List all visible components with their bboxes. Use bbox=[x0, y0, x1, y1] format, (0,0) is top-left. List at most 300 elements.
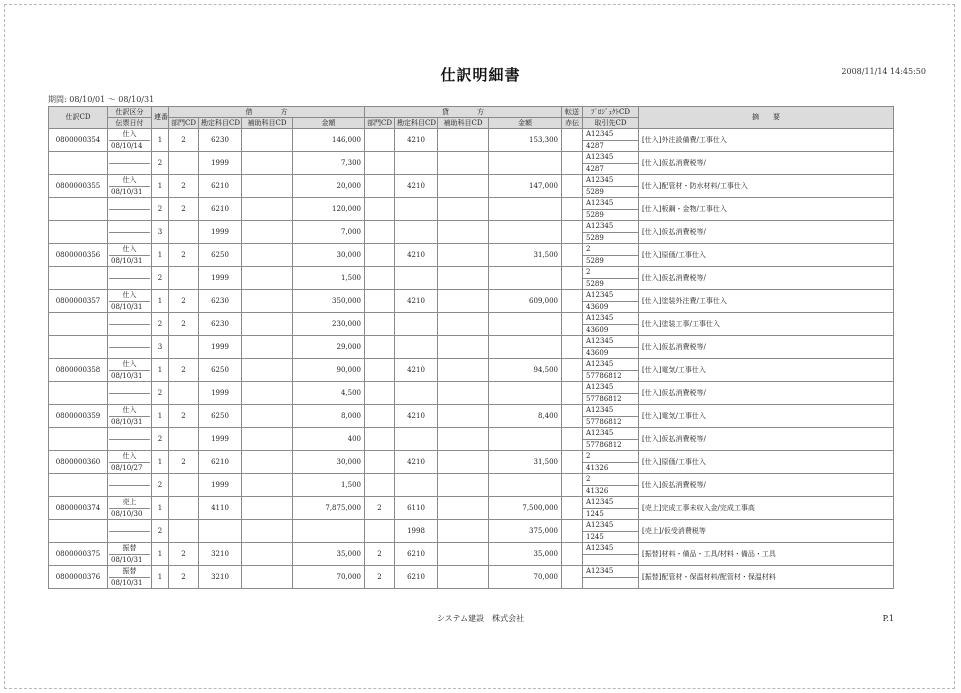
credit-dept-cell bbox=[365, 451, 395, 474]
seq-cell: 2 bbox=[152, 428, 169, 451]
project-code: A12345 bbox=[583, 290, 638, 302]
memo-cell: [仕入]仮払消費税等/ bbox=[639, 336, 894, 359]
memo-cell: [振替]配管材・保温材料/配管材・保温材料 bbox=[639, 566, 894, 589]
debit-subaccount-cell bbox=[242, 267, 293, 290]
project-partner-cell bbox=[583, 221, 639, 244]
entry-code-cell: 0800000376 bbox=[49, 566, 108, 589]
debit-dept-cell bbox=[169, 497, 199, 520]
entry-code-cell: 0800000355 bbox=[49, 175, 108, 198]
transfer-cell bbox=[562, 221, 583, 244]
memo-cell: [仕入]仮払消費税等/ bbox=[639, 152, 894, 175]
header-debit-dept: 部門CD bbox=[169, 118, 199, 129]
entry-code-cell: 0800000359 bbox=[49, 405, 108, 428]
debit-subaccount-cell bbox=[242, 451, 293, 474]
slip-date: 08/10/31 bbox=[111, 418, 143, 426]
type-date-cell bbox=[108, 290, 152, 313]
debit-amount-cell: 350,000 bbox=[293, 290, 365, 313]
seq-cell: 3 bbox=[152, 336, 169, 359]
credit-amount-cell: 8,400 bbox=[489, 405, 562, 428]
credit-dept-cell bbox=[365, 336, 395, 359]
type-date-cell bbox=[108, 497, 152, 520]
transfer-cell bbox=[562, 175, 583, 198]
project-partner-cell bbox=[583, 566, 639, 589]
type-date-cell bbox=[108, 566, 152, 589]
debit-dept-cell: 2 bbox=[169, 244, 199, 267]
debit-account-cell: 6210 bbox=[199, 198, 242, 221]
partner-code: 41326 bbox=[586, 487, 609, 495]
credit-dept-cell bbox=[365, 244, 395, 267]
credit-amount-cell bbox=[489, 336, 562, 359]
project-partner-cell bbox=[583, 175, 639, 198]
debit-subaccount-cell bbox=[242, 566, 293, 589]
entry-code-cell: 0800000357 bbox=[49, 290, 108, 313]
entry-code-cell: 0800000374 bbox=[49, 497, 108, 520]
project-code: A12345 bbox=[583, 152, 638, 164]
slip-date bbox=[109, 233, 150, 243]
credit-dept-cell bbox=[365, 198, 395, 221]
transfer-cell bbox=[562, 152, 583, 175]
header-partner: 取引先CD bbox=[583, 118, 639, 129]
project-partner-cell bbox=[583, 244, 639, 267]
slip-date bbox=[109, 279, 150, 289]
debit-subaccount-cell bbox=[242, 129, 293, 152]
seq-cell: 2 bbox=[152, 474, 169, 497]
credit-amount-cell: 70,000 bbox=[489, 566, 562, 589]
seq-cell: 3 bbox=[152, 221, 169, 244]
debit-amount-cell: 400 bbox=[293, 428, 365, 451]
debit-dept-cell: 2 bbox=[169, 451, 199, 474]
debit-account-cell: 1999 bbox=[199, 428, 242, 451]
partner-code: 57786812 bbox=[586, 418, 622, 426]
credit-account-cell: 4210 bbox=[395, 175, 438, 198]
project-code: A12345 bbox=[583, 428, 638, 440]
credit-account-cell bbox=[395, 221, 438, 244]
project-partner-cell bbox=[583, 313, 639, 336]
debit-dept-cell bbox=[169, 152, 199, 175]
credit-subaccount-cell bbox=[438, 566, 489, 589]
entry-type bbox=[109, 267, 150, 279]
debit-account-cell: 6210 bbox=[199, 451, 242, 474]
debit-dept-cell bbox=[169, 267, 199, 290]
memo-cell: [仕入]原価/工事仕入 bbox=[639, 244, 894, 267]
debit-account-cell: 1999 bbox=[199, 221, 242, 244]
credit-account-cell: 4210 bbox=[395, 405, 438, 428]
transfer-cell bbox=[562, 405, 583, 428]
debit-amount-cell: 20,000 bbox=[293, 175, 365, 198]
credit-account-cell bbox=[395, 313, 438, 336]
credit-subaccount-cell bbox=[438, 175, 489, 198]
transfer-cell bbox=[562, 520, 583, 543]
credit-account-cell bbox=[395, 428, 438, 451]
debit-amount-cell: 7,300 bbox=[293, 152, 365, 175]
seq-cell: 1 bbox=[152, 451, 169, 474]
partner-code: 1245 bbox=[586, 510, 604, 518]
project-code: 2 bbox=[583, 451, 638, 463]
table-row bbox=[49, 566, 894, 589]
credit-amount-cell: 147,000 bbox=[489, 175, 562, 198]
memo-cell: [仕入]仮払消費税等/ bbox=[639, 267, 894, 290]
credit-subaccount-cell bbox=[438, 290, 489, 313]
table-row bbox=[49, 520, 894, 543]
type-date-cell bbox=[108, 382, 152, 405]
header-credit-account: 勘定科目CD bbox=[395, 118, 438, 129]
credit-amount-cell: 35,000 bbox=[489, 543, 562, 566]
project-partner-cell bbox=[583, 290, 639, 313]
entry-type bbox=[109, 520, 150, 532]
debit-amount-cell: 30,000 bbox=[293, 244, 365, 267]
entry-type: 仕入 bbox=[109, 244, 150, 256]
header-debit: 借 方 bbox=[169, 107, 365, 118]
memo-cell: [仕入]原価/工事仕入 bbox=[639, 451, 894, 474]
credit-subaccount-cell bbox=[438, 382, 489, 405]
slip-date: 08/10/31 bbox=[111, 188, 143, 196]
credit-subaccount-cell bbox=[438, 336, 489, 359]
debit-account-cell: 1999 bbox=[199, 382, 242, 405]
header-credit: 貸 方 bbox=[365, 107, 562, 118]
debit-dept-cell: 2 bbox=[169, 175, 199, 198]
project-partner-cell bbox=[583, 428, 639, 451]
transfer-cell bbox=[562, 129, 583, 152]
entry-type bbox=[109, 313, 150, 325]
entry-type: 売上 bbox=[109, 497, 150, 509]
slip-date bbox=[109, 325, 150, 335]
type-date-cell bbox=[108, 221, 152, 244]
memo-cell: [振替]材料・備品・工具/材料・備品・工具 bbox=[639, 543, 894, 566]
debit-subaccount-cell bbox=[242, 221, 293, 244]
debit-subaccount-cell bbox=[242, 198, 293, 221]
entry-code-cell bbox=[49, 336, 108, 359]
transfer-cell bbox=[562, 290, 583, 313]
memo-cell: [仕入]仮払消費税等/ bbox=[639, 221, 894, 244]
debit-amount-cell bbox=[293, 520, 365, 543]
entry-code-cell bbox=[49, 221, 108, 244]
credit-subaccount-cell bbox=[438, 244, 489, 267]
transfer-cell bbox=[562, 359, 583, 382]
debit-subaccount-cell bbox=[242, 336, 293, 359]
debit-account-cell bbox=[199, 520, 242, 543]
report-page bbox=[4, 4, 955, 689]
entry-type bbox=[109, 336, 150, 348]
debit-account-cell: 3210 bbox=[199, 543, 242, 566]
credit-amount-cell: 609,000 bbox=[489, 290, 562, 313]
debit-dept-cell bbox=[169, 428, 199, 451]
project-partner-cell bbox=[583, 359, 639, 382]
credit-dept-cell bbox=[365, 152, 395, 175]
credit-subaccount-cell bbox=[438, 497, 489, 520]
partner-code: 4287 bbox=[586, 165, 604, 173]
report-title: 仕訳明細書 bbox=[440, 66, 521, 84]
debit-dept-cell: 2 bbox=[169, 566, 199, 589]
transfer-cell bbox=[562, 566, 583, 589]
credit-subaccount-cell bbox=[438, 428, 489, 451]
credit-amount-cell bbox=[489, 382, 562, 405]
type-date-cell bbox=[108, 520, 152, 543]
slip-date: 08/10/31 bbox=[111, 372, 143, 380]
entry-code-cell: 0800000375 bbox=[49, 543, 108, 566]
credit-amount-cell: 31,500 bbox=[489, 244, 562, 267]
type-date-cell bbox=[108, 313, 152, 336]
credit-account-cell: 4210 bbox=[395, 244, 438, 267]
memo-cell: [仕入]塗装工事/工事仕入 bbox=[639, 313, 894, 336]
credit-account-cell bbox=[395, 152, 438, 175]
memo-cell: [仕入]電気/工事仕入 bbox=[639, 359, 894, 382]
debit-account-cell: 1999 bbox=[199, 474, 242, 497]
credit-amount-cell bbox=[489, 198, 562, 221]
partner-code: 43609 bbox=[586, 303, 609, 311]
partner-code: 41326 bbox=[586, 464, 609, 472]
project-code: A12345 bbox=[583, 336, 638, 348]
debit-amount-cell: 120,000 bbox=[293, 198, 365, 221]
debit-dept-cell: 2 bbox=[169, 359, 199, 382]
project-partner-cell bbox=[583, 198, 639, 221]
project-partner-cell bbox=[583, 129, 639, 152]
credit-amount-cell: 7,500,000 bbox=[489, 497, 562, 520]
table-row bbox=[49, 129, 894, 152]
credit-amount-cell: 31,500 bbox=[489, 451, 562, 474]
entry-code-cell bbox=[49, 428, 108, 451]
entry-code-cell: 0800000354 bbox=[49, 129, 108, 152]
debit-amount-cell: 4,500 bbox=[293, 382, 365, 405]
project-code: A12345 bbox=[583, 175, 638, 187]
memo-cell: [仕入]電気/工事仕入 bbox=[639, 405, 894, 428]
partner-code: 5289 bbox=[586, 234, 604, 242]
credit-subaccount-cell bbox=[438, 152, 489, 175]
credit-subaccount-cell bbox=[438, 267, 489, 290]
debit-subaccount-cell bbox=[242, 359, 293, 382]
project-partner-cell bbox=[583, 405, 639, 428]
debit-amount-cell: 8,000 bbox=[293, 405, 365, 428]
table-row bbox=[49, 152, 894, 175]
credit-dept-cell bbox=[365, 520, 395, 543]
entry-code-cell bbox=[49, 267, 108, 290]
debit-account-cell: 6230 bbox=[199, 129, 242, 152]
header-debit-amount: 金額 bbox=[293, 118, 365, 129]
debit-dept-cell: 2 bbox=[169, 543, 199, 566]
debit-dept-cell: 2 bbox=[169, 129, 199, 152]
header-memo: 摘 要 bbox=[639, 107, 894, 129]
debit-subaccount-cell bbox=[242, 405, 293, 428]
slip-date: 08/10/31 bbox=[111, 579, 143, 587]
entry-code-cell: 0800000360 bbox=[49, 451, 108, 474]
header-project: ﾌﾟﾛｼﾞｪｸﾄCD bbox=[583, 107, 639, 118]
partner-code: 5289 bbox=[586, 280, 604, 288]
debit-account-cell: 3210 bbox=[199, 566, 242, 589]
credit-subaccount-cell bbox=[438, 221, 489, 244]
entry-type bbox=[109, 382, 150, 394]
debit-amount-cell: 1,500 bbox=[293, 474, 365, 497]
transfer-cell bbox=[562, 313, 583, 336]
credit-subaccount-cell bbox=[438, 520, 489, 543]
entry-type bbox=[109, 198, 150, 210]
project-code: 2 bbox=[583, 474, 638, 486]
debit-dept-cell bbox=[169, 336, 199, 359]
credit-subaccount-cell bbox=[438, 313, 489, 336]
table-body bbox=[49, 129, 894, 589]
entry-type bbox=[109, 221, 150, 233]
project-code: A12345 bbox=[583, 198, 638, 210]
project-partner-cell bbox=[583, 382, 639, 405]
credit-account-cell: 6110 bbox=[395, 497, 438, 520]
seq-cell: 2 bbox=[152, 198, 169, 221]
memo-cell: [仕入]仮払消費税等/ bbox=[639, 474, 894, 497]
credit-account-cell: 4210 bbox=[395, 359, 438, 382]
type-date-cell bbox=[108, 198, 152, 221]
table-row bbox=[49, 313, 894, 336]
credit-dept-cell bbox=[365, 129, 395, 152]
slip-date: 08/10/27 bbox=[111, 464, 143, 472]
debit-amount-cell: 29,000 bbox=[293, 336, 365, 359]
type-date-cell bbox=[108, 129, 152, 152]
seq-cell: 2 bbox=[152, 313, 169, 336]
seq-cell: 2 bbox=[152, 382, 169, 405]
slip-date bbox=[109, 210, 150, 220]
credit-dept-cell bbox=[365, 428, 395, 451]
type-date-cell bbox=[108, 267, 152, 290]
partner-code: 57786812 bbox=[586, 395, 622, 403]
project-partner-cell bbox=[583, 520, 639, 543]
transfer-cell bbox=[562, 198, 583, 221]
partner-code: 4287 bbox=[586, 142, 604, 150]
debit-subaccount-cell bbox=[242, 244, 293, 267]
header-debit-account: 勘定科目CD bbox=[199, 118, 242, 129]
entry-code-cell bbox=[49, 198, 108, 221]
credit-subaccount-cell bbox=[438, 451, 489, 474]
type-date-cell bbox=[108, 152, 152, 175]
entry-code-cell bbox=[49, 474, 108, 497]
credit-account-cell bbox=[395, 474, 438, 497]
debit-subaccount-cell bbox=[242, 543, 293, 566]
project-partner-cell bbox=[583, 336, 639, 359]
header-seq: 連番 bbox=[152, 107, 169, 129]
credit-amount-cell bbox=[489, 313, 562, 336]
type-date-cell bbox=[108, 359, 152, 382]
credit-dept-cell bbox=[365, 474, 395, 497]
journal-table bbox=[48, 106, 894, 589]
transfer-cell bbox=[562, 244, 583, 267]
slip-date bbox=[109, 486, 150, 496]
partner-code bbox=[583, 578, 638, 588]
credit-amount-cell bbox=[489, 221, 562, 244]
table-row bbox=[49, 359, 894, 382]
debit-amount-cell: 70,000 bbox=[293, 566, 365, 589]
page-number: P.1 bbox=[882, 614, 894, 623]
debit-amount-cell: 230,000 bbox=[293, 313, 365, 336]
memo-cell: [売上]/仮受消費税等 bbox=[639, 520, 894, 543]
project-code: 2 bbox=[583, 244, 638, 256]
memo-cell: [仕入]板鋼・金物/工事仕入 bbox=[639, 198, 894, 221]
transfer-cell bbox=[562, 382, 583, 405]
type-date-cell bbox=[108, 336, 152, 359]
debit-account-cell: 1999 bbox=[199, 267, 242, 290]
debit-dept-cell bbox=[169, 474, 199, 497]
partner-code: 43609 bbox=[586, 326, 609, 334]
partner-code: 1245 bbox=[586, 533, 604, 541]
header-credit-dept: 部門CD bbox=[365, 118, 395, 129]
credit-account-cell: 1998 bbox=[395, 520, 438, 543]
credit-amount-cell bbox=[489, 267, 562, 290]
credit-dept-cell: 2 bbox=[365, 497, 395, 520]
seq-cell: 1 bbox=[152, 405, 169, 428]
type-date-cell bbox=[108, 543, 152, 566]
project-code: 2 bbox=[583, 267, 638, 279]
credit-amount-cell bbox=[489, 152, 562, 175]
debit-dept-cell: 2 bbox=[169, 405, 199, 428]
transfer-cell bbox=[562, 474, 583, 497]
debit-subaccount-cell bbox=[242, 474, 293, 497]
debit-account-cell: 1999 bbox=[199, 152, 242, 175]
entry-type: 仕入 bbox=[109, 290, 150, 302]
seq-cell: 1 bbox=[152, 175, 169, 198]
credit-amount-cell bbox=[489, 474, 562, 497]
debit-subaccount-cell bbox=[242, 497, 293, 520]
slip-date bbox=[109, 348, 150, 358]
header-transfer: 転送 bbox=[562, 107, 583, 118]
debit-dept-cell: 2 bbox=[169, 313, 199, 336]
transfer-cell bbox=[562, 451, 583, 474]
table-row bbox=[49, 290, 894, 313]
period-range: 期間: 08/10/01 ～ 08/10/31 bbox=[48, 95, 155, 104]
entry-type bbox=[109, 152, 150, 164]
partner-code bbox=[583, 555, 638, 565]
credit-dept-cell: 2 bbox=[365, 566, 395, 589]
debit-subaccount-cell bbox=[242, 520, 293, 543]
credit-subaccount-cell bbox=[438, 474, 489, 497]
project-code: A12345 bbox=[583, 359, 638, 371]
entry-type: 仕入 bbox=[109, 129, 150, 141]
table-header bbox=[49, 107, 894, 129]
seq-cell: 1 bbox=[152, 290, 169, 313]
table-row bbox=[49, 382, 894, 405]
memo-cell: [仕入]仮払消費税等/ bbox=[639, 382, 894, 405]
debit-account-cell: 6250 bbox=[199, 359, 242, 382]
entry-code-cell bbox=[49, 152, 108, 175]
slip-date: 08/10/30 bbox=[111, 510, 143, 518]
transfer-cell bbox=[562, 543, 583, 566]
project-code: A12345 bbox=[583, 129, 638, 141]
debit-dept-cell bbox=[169, 221, 199, 244]
credit-amount-cell: 375,000 bbox=[489, 520, 562, 543]
table-row bbox=[49, 198, 894, 221]
credit-account-cell bbox=[395, 382, 438, 405]
project-code: A12345 bbox=[583, 497, 638, 509]
memo-cell: [仕入]配管材・防水材料/工事仕入 bbox=[639, 175, 894, 198]
debit-amount-cell: 35,000 bbox=[293, 543, 365, 566]
slip-date bbox=[109, 394, 150, 404]
debit-subaccount-cell bbox=[242, 152, 293, 175]
header-entry-cd: 仕訳CD bbox=[49, 107, 108, 129]
credit-dept-cell bbox=[365, 359, 395, 382]
slip-date: 08/10/31 bbox=[111, 556, 143, 564]
seq-cell: 1 bbox=[152, 359, 169, 382]
table-row bbox=[49, 543, 894, 566]
slip-date bbox=[109, 440, 150, 450]
project-code: A12345 bbox=[583, 520, 638, 532]
memo-cell: [仕入]塗装外注費/工事仕入 bbox=[639, 290, 894, 313]
table-row bbox=[49, 451, 894, 474]
table-row bbox=[49, 175, 894, 198]
table-row bbox=[49, 405, 894, 428]
debit-amount-cell: 1,500 bbox=[293, 267, 365, 290]
slip-date: 08/10/31 bbox=[111, 303, 143, 311]
credit-account-cell: 4210 bbox=[395, 451, 438, 474]
debit-account-cell: 4110 bbox=[199, 497, 242, 520]
debit-subaccount-cell bbox=[242, 175, 293, 198]
debit-amount-cell: 30,000 bbox=[293, 451, 365, 474]
credit-dept-cell bbox=[365, 382, 395, 405]
debit-subaccount-cell bbox=[242, 428, 293, 451]
credit-account-cell bbox=[395, 198, 438, 221]
partner-code: 5289 bbox=[586, 257, 604, 265]
